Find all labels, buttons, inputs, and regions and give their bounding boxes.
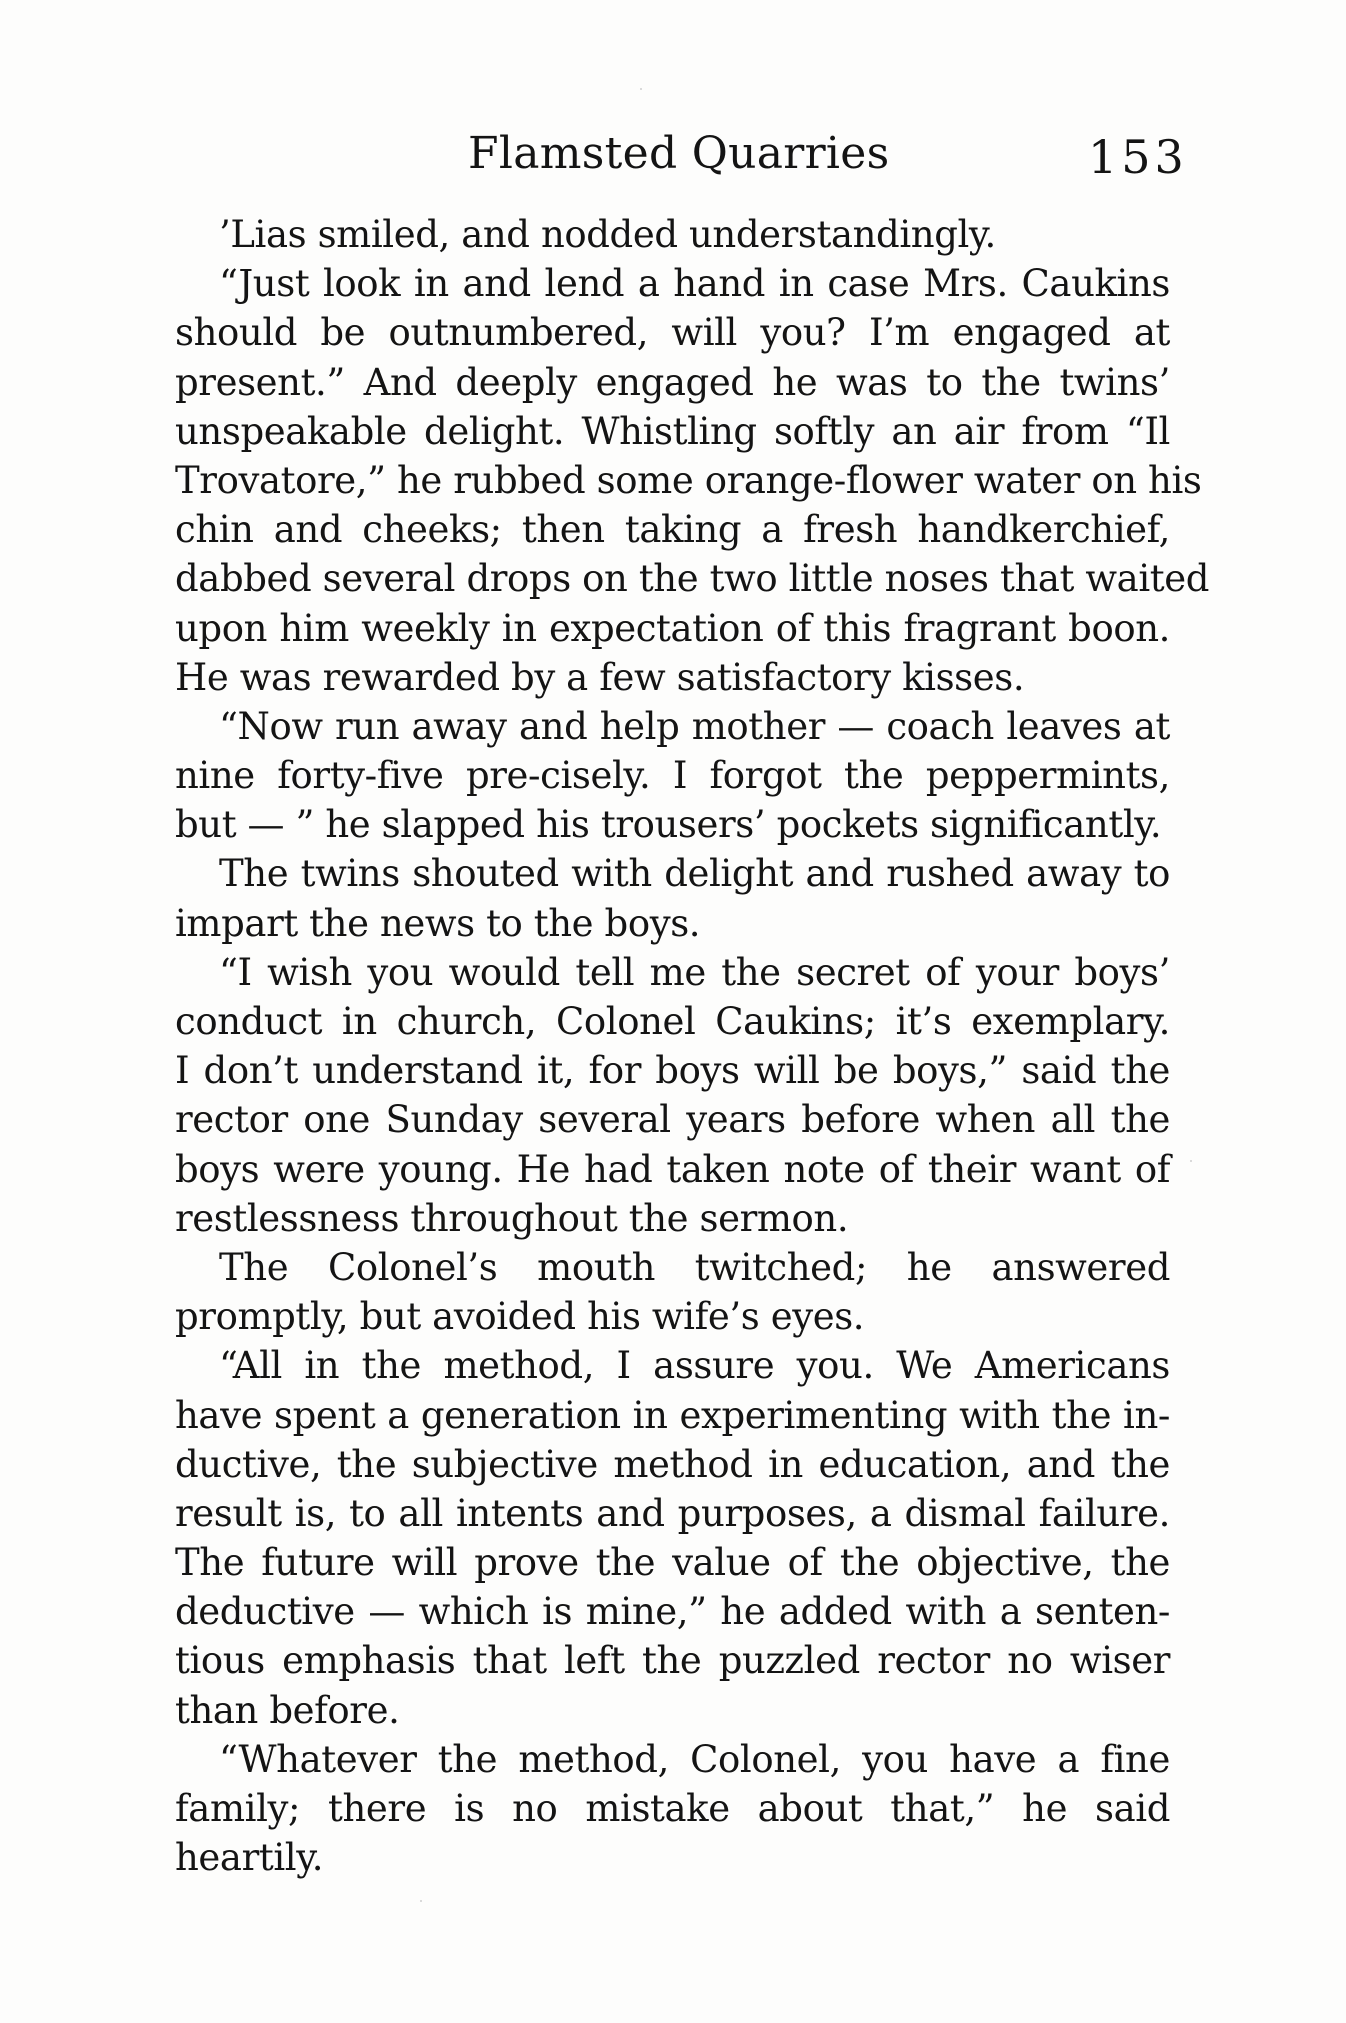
text-line: promptly, but avoided his wife’s eyes.	[175, 1295, 865, 1339]
text-line: chin and cheeks; then taking a fresh handkerchief,	[175, 508, 1170, 552]
text-line: should be outnumbered, will you? I’m engaged at	[175, 311, 1170, 355]
text-line: “Just look in and lend a hand in case Mrs. Caukins	[219, 262, 1170, 306]
text-line: impart the news to the boys.	[175, 901, 701, 945]
text-line: boys were young. He had taken note of their want of	[175, 1147, 1170, 1191]
text-line: dabbed several drops on the two little noses that waited	[175, 557, 1209, 601]
text-line: restlessness throughout the sermon.	[175, 1196, 849, 1240]
page-header	[0, 128, 1346, 188]
body-text	[175, 210, 1209, 1882]
text-line: The future will prove the value of the objective, the	[175, 1541, 1170, 1585]
text-line: conduct in church, Colonel Caukins; it’s exemplary.	[175, 1000, 1170, 1043]
paper-speck	[1190, 1160, 1192, 1162]
text-line: heartily.	[175, 1836, 324, 1880]
text-line: present.” And deeply engaged he was to the twins’	[175, 360, 1170, 404]
text-line: “All in the method, I assure you. We Americans	[219, 1344, 1170, 1388]
text-line: The Colonel’s mouth twitched; he answered	[219, 1245, 1170, 1289]
text-line: nine forty-five pre-cisely. I forgot the peppermints,	[175, 754, 1170, 798]
text-line: ductive, the subjective method in education, and the	[175, 1442, 1170, 1486]
text-line: have spent a generation in experimenting with the in-	[175, 1393, 1170, 1437]
text-line: ’Lias smiled, and nodded understandingly.	[219, 213, 996, 256]
text-line: result is, to all intents and purposes, a dismal failure.	[175, 1491, 1170, 1535]
text-line: unspeakable delight. Whistling softly an air from “Il	[175, 409, 1170, 453]
text-line: upon him weekly in expectation of this fragrant boon.	[175, 606, 1170, 650]
text-line: He was rewarded by a few satisfactory kisses.	[175, 655, 1025, 699]
text-line: The twins shouted with delight and rushed away to	[219, 852, 1170, 896]
text-line: but — ” he slapped his trousers’ pockets significantly.	[175, 803, 1162, 847]
paper-speck	[420, 1900, 422, 1902]
running-title: Flamsted Quarries	[468, 128, 890, 179]
page-number: 153	[1088, 130, 1188, 184]
text-line: rector one Sunday several years before when all the	[175, 1098, 1170, 1142]
text-line: “Whatever the method, Colonel, you have a fine	[219, 1737, 1170, 1781]
text-line: than before.	[175, 1688, 400, 1732]
text-line: deductive — which is mine,” he added with a senten-	[175, 1590, 1170, 1634]
paper-speck	[640, 88, 642, 90]
text-line: family; there is no mistake about that,” he said	[175, 1787, 1170, 1830]
text-line: Trovatore,” he rubbed some orange-flower water on his	[175, 458, 1202, 502]
text-line: I don’t understand it, for boys will be boys,” said the	[175, 1049, 1170, 1093]
text-line: “Now run away and help mother — coach leaves at	[219, 704, 1170, 748]
text-line: tious emphasis that left the puzzled rector no wiser	[175, 1639, 1170, 1683]
text-line: “I wish you would tell me the secret of your boys’	[219, 950, 1170, 994]
